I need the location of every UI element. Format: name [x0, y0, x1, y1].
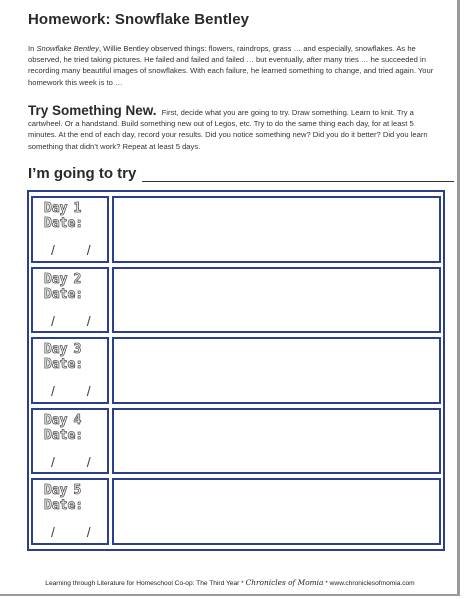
day-row	[31, 196, 441, 263]
date-label: Date:	[44, 286, 84, 302]
intro-body: , Willie Bentley observed things: flowers, raindrops, grass … and especially, snowflakes. As he observed, he tried taking pictures. He failed and failed and failed … but eventually, after many tries … he succeeded in recording many beautiful images of snowflakes. With each failure, he learned something to change, and tried again. Your homework this week is to …	[28, 44, 434, 87]
day-cell	[31, 267, 109, 334]
day-number: 5	[73, 483, 82, 499]
notes-cell[interactable]	[112, 267, 441, 334]
date-slashes[interactable]: / /	[51, 242, 105, 258]
date-label: Date:	[44, 216, 84, 231]
page-title: Homework: Snowflake Bentley	[28, 11, 250, 28]
date-label: Date:	[44, 498, 84, 514]
day-cell	[31, 337, 109, 404]
day-word: Day	[44, 483, 68, 499]
footer	[0, 578, 460, 587]
going-to-try-blank-line[interactable]	[142, 167, 454, 182]
date-slashes[interactable]: / /	[51, 524, 105, 541]
notes-cell[interactable]	[112, 337, 441, 404]
day-number: 4	[73, 412, 82, 428]
day-number: 1	[73, 201, 82, 216]
date-slashes[interactable]: / /	[51, 383, 105, 400]
day-cell	[31, 196, 109, 263]
intro-prefix: In	[28, 44, 37, 53]
footer-left: Learning through Literature for Homeschool Co-op: The Third Year *	[45, 580, 246, 587]
book-title: Snowflake Bentley	[36, 44, 99, 53]
date-label: Date:	[44, 357, 84, 373]
intro-paragraph	[28, 43, 438, 88]
notes-cell[interactable]	[112, 196, 441, 263]
date-slashes[interactable]: / /	[51, 312, 105, 329]
day-word: Day	[44, 201, 68, 216]
footer-right: * www.chroniclesofmomia.com	[323, 580, 415, 587]
try-heading: Try Something New.	[28, 103, 157, 118]
try-section	[28, 105, 440, 152]
day-cell	[31, 408, 109, 475]
going-to-try	[28, 165, 454, 182]
day-row	[31, 408, 441, 475]
date-slashes[interactable]: / /	[51, 453, 105, 470]
day-word: Day	[44, 271, 68, 287]
going-to-try-label: I’m going to try	[28, 165, 137, 182]
day-number: 3	[73, 342, 82, 358]
date-label: Date:	[44, 427, 84, 443]
footer-brand: Chronicles of Momia	[245, 578, 324, 587]
day-log-table	[27, 190, 445, 551]
day-row	[31, 337, 441, 404]
day-row	[31, 267, 441, 334]
notes-cell[interactable]	[112, 408, 441, 475]
day-cell	[31, 478, 109, 545]
day-row	[31, 478, 441, 545]
try-instructions: First, decide what you are going to try. Draw something. Learn to knit. Try a cartwheel. Or a handstand. Build something new out of Legos, etc. Try to do the same thing each day, for at least 5 minutes. At the end of each day, record your results. Did you notice something new? Did you do it better? Did you learn something that didn’t work? Repeat at least 5 days.	[28, 108, 428, 151]
day-word: Day	[44, 412, 68, 428]
notes-cell[interactable]	[112, 478, 441, 545]
day-number: 2	[73, 271, 82, 287]
day-word: Day	[44, 342, 68, 358]
